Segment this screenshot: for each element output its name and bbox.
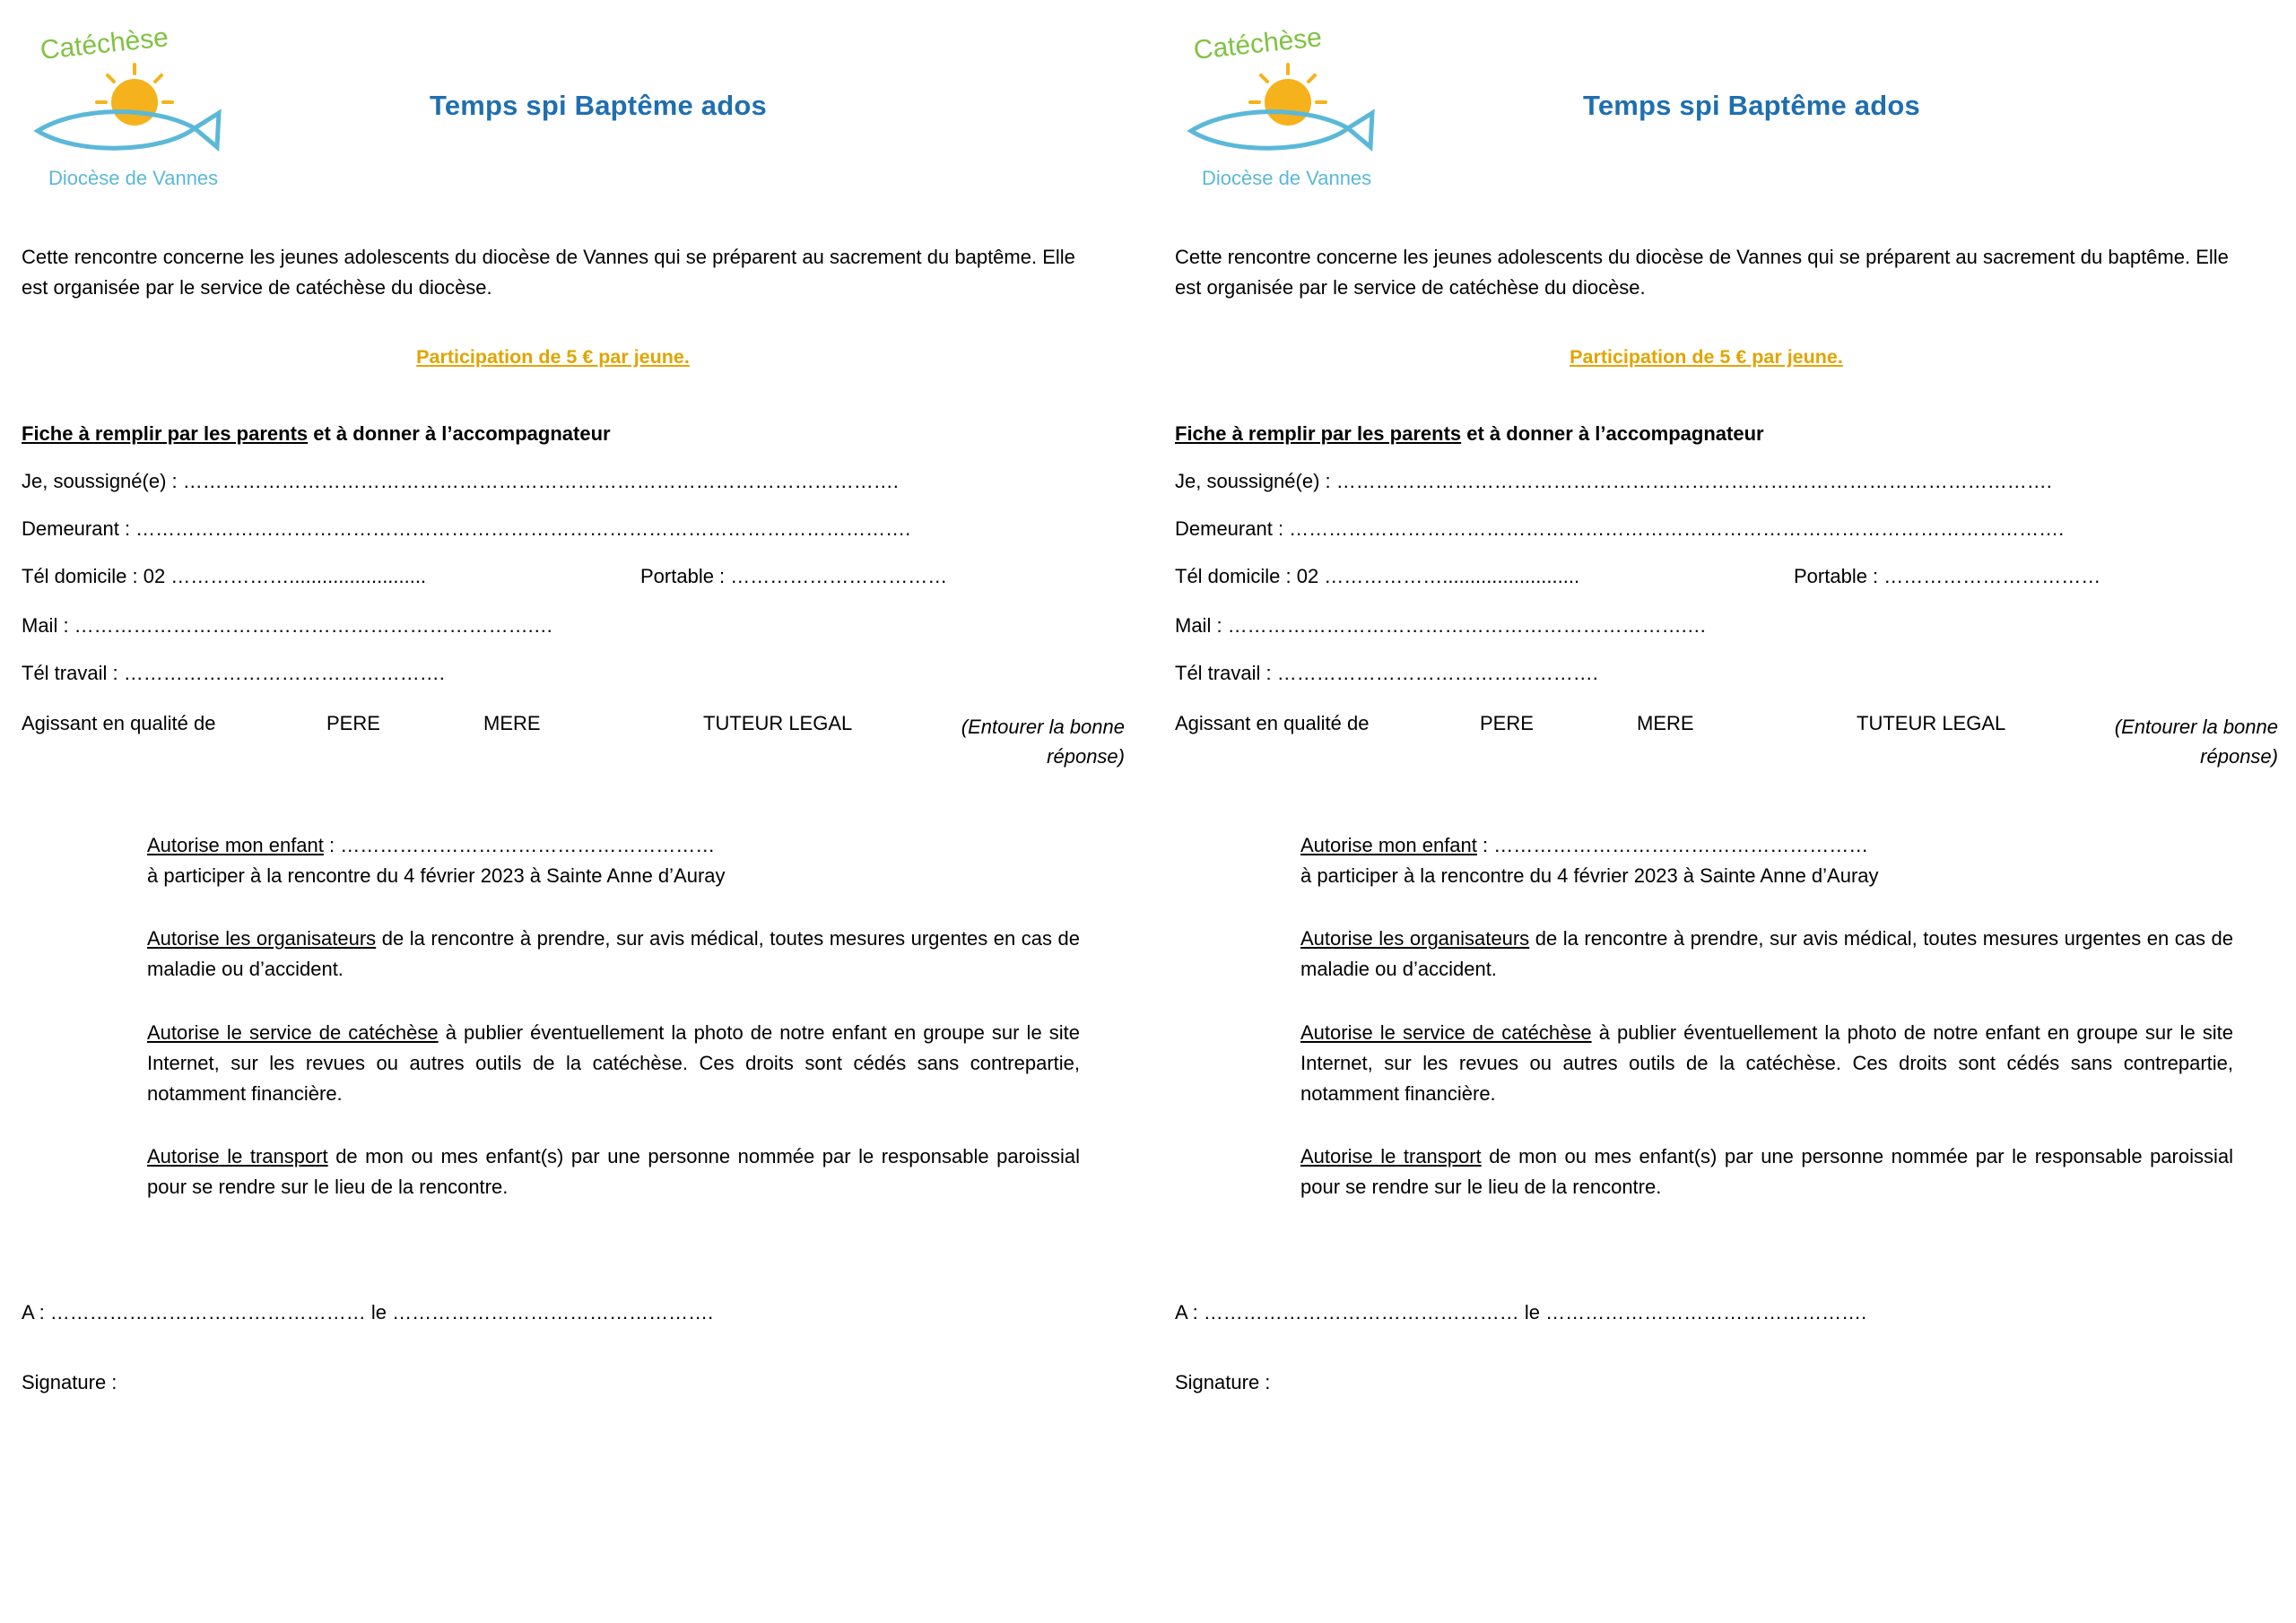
field-row-phones bbox=[22, 565, 1084, 590]
svg-text:Diocèse de Vannes: Diocèse de Vannes bbox=[48, 167, 219, 189]
authorization-service-label: Autorise le service de catéchèse bbox=[147, 1020, 439, 1044]
field-soussigne[interactable]: Je, soussigné(e) : ………………………………………………………………………………………………. bbox=[22, 470, 899, 493]
participation-note: Participation de 5 € par jeune. bbox=[1570, 346, 1843, 369]
authorization-service-text: à publier éventuellement la photo de notre enfant en groupe sur le site Internet, sur les revues ou autres outils de la catéchèse. Ces droits sont cédés sans contrepartie, notamment financière. bbox=[1300, 1020, 2233, 1105]
authorization-organisateurs-label: Autorise les organisateurs bbox=[147, 927, 377, 950]
field-mail[interactable]: Mail : …………………………………………………………….… bbox=[22, 614, 553, 638]
field-lieu-date[interactable]: A : ………………………………………… le …………………………………………. bbox=[22, 1301, 714, 1324]
svg-text:Diocèse de Vannes: Diocèse de Vannes bbox=[1202, 167, 1372, 189]
authorization-service-text: à publier éventuellement la photo de notre enfant en groupe sur le site Internet, sur les revues ou autres outils de la catéchèse. Ces droits sont cédés sans contrepartie, notamment financière. bbox=[147, 1020, 1080, 1105]
authorization-organisateurs-label: Autorise les organisateurs bbox=[1300, 927, 1530, 950]
catechese-diocese-de-vannes-logo bbox=[1182, 16, 1379, 213]
field-tel-travail[interactable]: Tél travail : …………………………………………. bbox=[1175, 662, 1598, 685]
authorization-enfant-detail: à participer à la rencontre du 4 février 2023 à Sainte Anne d’Auray bbox=[1300, 864, 1879, 888]
qualite-option-tuteur-legal[interactable]: TUTEUR LEGAL bbox=[1857, 712, 2006, 735]
authorization-transport bbox=[147, 1141, 1080, 1202]
field-tel-domicile[interactable]: Tél domicile : 02 ………………......................... bbox=[22, 565, 427, 588]
intro-paragraph: Cette rencontre concerne les jeunes adolescents du diocèse de Vannes qui se préparent au sacrement du baptême. Elle est organisée par le service de catéchèse du diocèse. bbox=[1175, 246, 2229, 299]
field-qualite bbox=[1175, 712, 2278, 775]
qualite-option-mere[interactable]: MERE bbox=[483, 712, 541, 735]
field-demeurant[interactable]: Demeurant : ………………………………………………………………………………………………………. bbox=[1175, 517, 2065, 541]
fiche-heading-rest: et à donner à l’accompagnateur bbox=[1461, 422, 1764, 446]
participation-note: Participation de 5 € par jeune. bbox=[416, 346, 690, 369]
fiche-heading-underlined: Fiche à remplir par les parents bbox=[1175, 422, 1462, 446]
authorization-transport-text: de mon ou mes enfant(s) par une personne nommée par le responsable paroissial pour se rendre sur le lieu de la rencontre. bbox=[147, 1144, 1081, 1198]
field-signature[interactable]: Signature : bbox=[22, 1371, 117, 1394]
field-row-phones bbox=[1175, 565, 2238, 590]
authorization-organisateurs bbox=[1300, 924, 2233, 985]
authorization-organisateurs bbox=[147, 924, 1080, 985]
field-lieu-date[interactable]: A : ………………………………………… le …………………………………………. bbox=[1175, 1301, 1867, 1324]
fiche-heading-underlined: Fiche à remplir par les parents bbox=[22, 422, 309, 446]
authorization-enfant-label: Autorise mon enfant bbox=[1300, 834, 1477, 857]
authorization-enfant-dots[interactable]: : ………………………………………………… bbox=[1476, 834, 1869, 857]
authorization-transport-label: Autorise le transport bbox=[1300, 1144, 1482, 1167]
field-signature[interactable]: Signature : bbox=[1175, 1371, 1271, 1394]
authorization-organisateurs-text: de la rencontre à prendre, sur avis médical, toutes mesures urgentes en cas de maladie ou d’accident. bbox=[1300, 927, 2233, 981]
authorization-service bbox=[147, 1018, 1080, 1109]
authorization-service-label: Autorise le service de catéchèse bbox=[1300, 1020, 1592, 1044]
authorizations-block bbox=[147, 830, 1080, 1202]
authorization-enfant-detail: à participer à la rencontre du 4 février 2023 à Sainte Anne d’Auray bbox=[147, 864, 726, 888]
copy-divider bbox=[1147, 0, 1148, 1623]
qualite-option-mere[interactable]: MERE bbox=[1637, 712, 1694, 735]
field-demeurant[interactable]: Demeurant : ………………………………………………………………………………………………………. bbox=[22, 517, 911, 541]
authorization-enfant-label: Autorise mon enfant bbox=[147, 834, 324, 857]
authorization-transport bbox=[1300, 1141, 2233, 1202]
authorization-enfant bbox=[1300, 830, 2233, 891]
authorization-transport-text: de mon ou mes enfant(s) par une personne nommée par le responsable paroissial pour se rendre sur le lieu de la rencontre. bbox=[1300, 1144, 2234, 1198]
header-left bbox=[22, 0, 1084, 242]
header-right bbox=[1175, 0, 2238, 242]
field-qualite bbox=[22, 712, 1125, 775]
field-portable[interactable]: Portable : …………………………… bbox=[640, 565, 948, 588]
qualite-hint: (Entourer la bonne réponse) bbox=[961, 716, 1125, 768]
field-tel-travail[interactable]: Tél travail : …………………………………………. bbox=[22, 662, 445, 685]
authorization-service bbox=[1300, 1018, 2233, 1109]
authorization-enfant-dots[interactable]: : ………………………………………………… bbox=[323, 834, 716, 857]
authorization-organisateurs-text: de la rencontre à prendre, sur avis médical, toutes mesures urgentes en cas de maladie ou d’accident. bbox=[147, 927, 1080, 981]
qualite-label: Agissant en qualité de bbox=[22, 712, 216, 735]
authorization-enfant bbox=[147, 830, 1080, 891]
catechese-diocese-de-vannes-logo bbox=[29, 16, 226, 213]
qualite-hint: (Entourer la bonne réponse) bbox=[2114, 716, 2278, 768]
form-copy-right bbox=[1175, 0, 2278, 1394]
page-title: Temps spi Baptême ados bbox=[430, 90, 767, 121]
field-soussigne[interactable]: Je, soussigné(e) : ………………………………………………………………………………………………. bbox=[1175, 470, 2052, 493]
intro-paragraph: Cette rencontre concerne les jeunes adolescents du diocèse de Vannes qui se préparent au sacrement du baptême. Elle est organisée par le service de catéchèse du diocèse. bbox=[22, 246, 1075, 299]
field-mail[interactable]: Mail : …………………………………………………………….… bbox=[1175, 614, 1707, 638]
svg-text:Catéchèse: Catéchèse bbox=[39, 22, 170, 65]
svg-text:Catéchèse: Catéchèse bbox=[1192, 22, 1324, 65]
fiche-heading bbox=[22, 422, 1084, 446]
form-copy-left bbox=[22, 0, 1125, 1394]
page-title: Temps spi Baptême ados bbox=[1583, 90, 1920, 121]
authorization-transport-label: Autorise le transport bbox=[147, 1144, 328, 1167]
qualite-option-pere[interactable]: PERE bbox=[1480, 712, 1534, 735]
field-tel-domicile[interactable]: Tél domicile : 02 ………………......................... bbox=[1175, 565, 1580, 588]
fiche-heading-rest: et à donner à l’accompagnateur bbox=[308, 422, 611, 446]
qualite-label: Agissant en qualité de bbox=[1175, 712, 1370, 735]
authorizations-block bbox=[1300, 830, 2233, 1202]
fiche-heading bbox=[1175, 422, 2238, 446]
field-portable[interactable]: Portable : …………………………… bbox=[1794, 565, 2101, 588]
qualite-option-tuteur-legal[interactable]: TUTEUR LEGAL bbox=[703, 712, 853, 735]
qualite-option-pere[interactable]: PERE bbox=[326, 712, 380, 735]
